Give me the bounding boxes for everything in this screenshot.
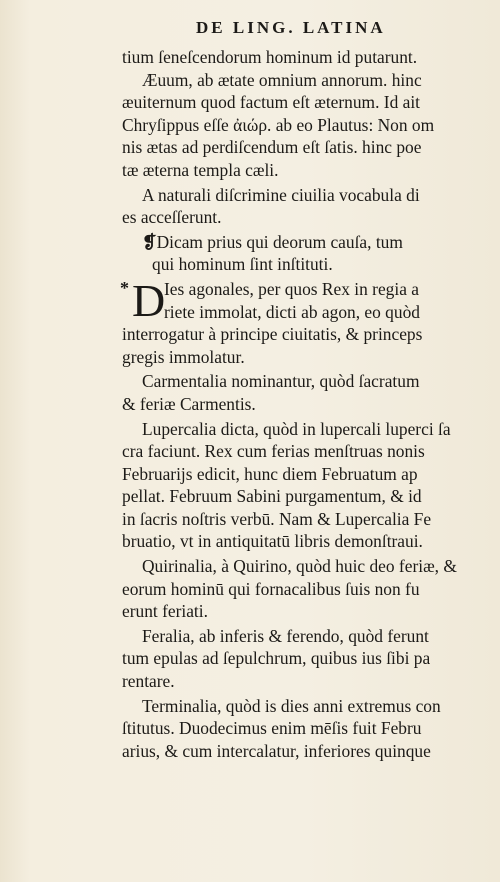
text-line: eorum hominū qui fornacalibus ſuis non fu xyxy=(122,578,420,599)
text-line: æuiternum quod factum eſt æternum. Id ait xyxy=(122,92,420,113)
text-line: Quirinalia, à Quirino, quòd huic deo feriæ, & xyxy=(142,556,457,577)
text-line: Æuum, ab ætate omnium annorum. hinc xyxy=(142,69,422,90)
text-line: es acceſſerunt. xyxy=(122,207,222,228)
text-line xyxy=(122,231,492,254)
text-block xyxy=(122,46,492,762)
text-line: cra faciunt. Rex cum ferias menſtruas nonis xyxy=(122,441,425,462)
dropcap-paragraph xyxy=(120,274,492,326)
text-line: Februarijs edicit, hunc diem Februatum ap xyxy=(122,463,418,484)
text-line: tum epulas ad ſepulchrum, quibus ius ſibi pa xyxy=(122,648,431,669)
running-header: DE LING. LATINA xyxy=(196,18,386,37)
text-line: arius, & cum intercalatur, inferiores quinque xyxy=(122,740,431,761)
text-line: Feralia, ab inferis & ferendo, quòd ferunt xyxy=(142,625,429,646)
text-line: Terminalia, quòd is dies anni extremus con xyxy=(142,695,441,716)
text-line: ſtitutus. Duodecimus enim mēſis fuit Febru xyxy=(122,718,422,739)
text-line: bruatio, vt in antiquitatū libris demonſtraui. xyxy=(122,531,423,552)
text-line: pellat. Februum Sabini purgamentum, & id xyxy=(122,486,422,507)
text-line: erunt feriati. xyxy=(122,601,208,622)
text-line: gregis immolatur. xyxy=(122,346,245,367)
text-span: Dicam prius qui deorum cauſa, tum xyxy=(156,231,403,252)
paragraph-mark: ❡ xyxy=(142,231,157,252)
text-line: in ſacris noſtris verbū. Nam & Lupercalia Fe xyxy=(122,508,432,529)
text-line: qui hominum ſint inſtituti. xyxy=(152,254,333,275)
text-line: tium ſeneſcendorum hominum id putarunt. xyxy=(122,47,418,67)
text-line: tæ æterna templa cæli. xyxy=(122,159,279,180)
text-line: Ies agonales, per quos Rex in regia a xyxy=(164,278,419,299)
dropcap-letter: D xyxy=(132,274,166,326)
star-mark: * xyxy=(120,277,129,298)
text-line: A naturali diſcrimine ciuilia vocabula di xyxy=(142,184,420,205)
text-line: nis ætas ad perdiſcendum eſt ſatis. hinc poe xyxy=(122,137,422,158)
text-line: interrogatur à principe ciuitatis, & princeps xyxy=(122,324,423,345)
text-line: & feriæ Carmentis. xyxy=(122,393,256,414)
text-line: Lupercalia dicta, quòd in lupercali luperci ſa xyxy=(142,418,451,439)
text-line: Chryſippus eſſe ἀιώρ. ab eo Plautus: Non om xyxy=(122,114,435,135)
text-line: Carmentalia nominantur, quòd ſacratum xyxy=(142,371,420,392)
text-line: rentare. xyxy=(122,671,175,692)
text-line: riete immolat, dicti ab agon, eo quòd xyxy=(164,301,420,322)
